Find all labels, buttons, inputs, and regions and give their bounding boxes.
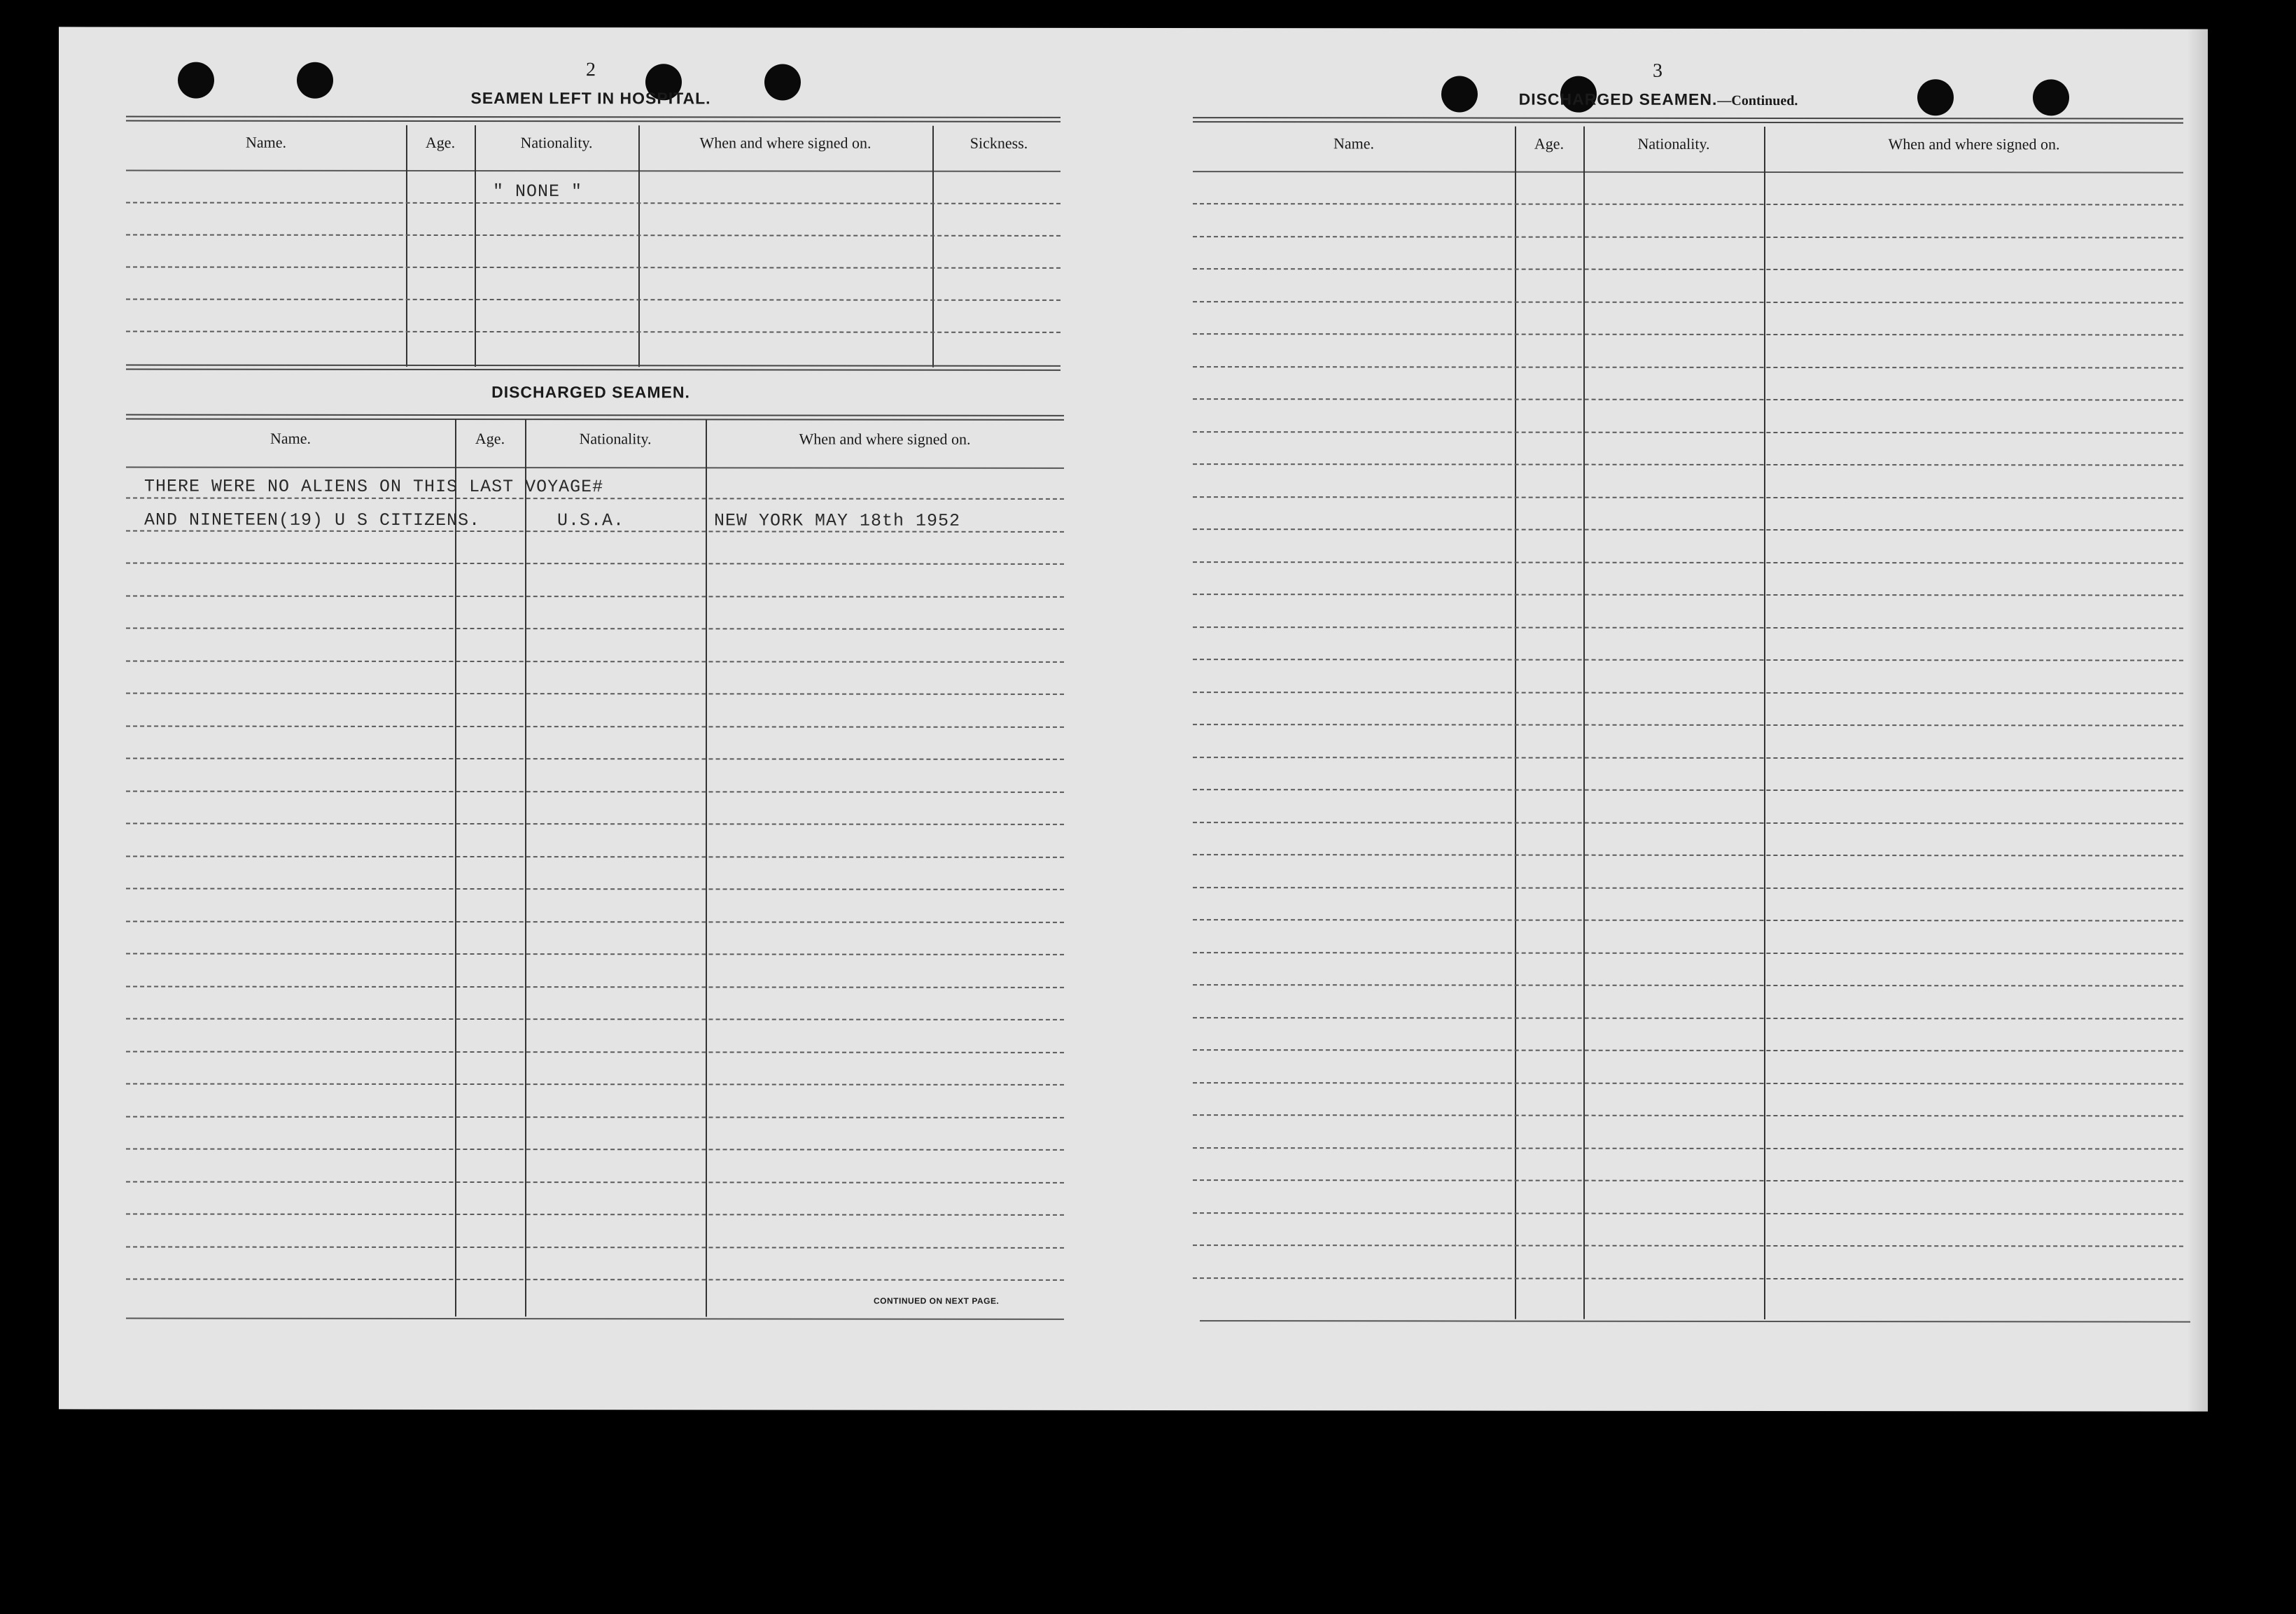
- column-divider: [1583, 127, 1585, 1319]
- punch-hole: [1917, 79, 1954, 115]
- table-row: [1193, 692, 2183, 694]
- typed-entry-signed-on: NEW YORK MAY 18th 1952: [714, 510, 961, 531]
- table-row: [126, 725, 1064, 727]
- table-row: [1193, 561, 2183, 563]
- table-row: [126, 562, 1064, 564]
- table-row: [1193, 203, 2183, 205]
- table-row: [126, 266, 1060, 268]
- table-row: [126, 692, 1064, 694]
- table-row: [126, 202, 1060, 204]
- table-row: [126, 1148, 1064, 1150]
- table-row: [126, 855, 1064, 857]
- table-bottom-rule: [126, 1317, 1064, 1319]
- table-row: [126, 1213, 1064, 1215]
- table-row: [126, 298, 1060, 300]
- column-header-signed-on: When and where signed on.: [699, 134, 872, 152]
- discharged-section-title: DISCHARGED SEAMEN.: [491, 383, 690, 402]
- table-row: [1193, 268, 2183, 270]
- table-row: [126, 330, 1060, 332]
- column-header-signed-on: When and where signed on.: [1888, 135, 2060, 153]
- table-bottom-rule: [126, 364, 1060, 370]
- table-top-rule: [126, 115, 1060, 122]
- title-suffix: —Continued.: [1717, 92, 1798, 108]
- table-row: [126, 1246, 1064, 1248]
- punch-hole: [2033, 79, 2069, 115]
- table-row: [126, 595, 1064, 597]
- table-row: [1193, 398, 2183, 400]
- table-row: [1193, 333, 2183, 335]
- table-row: [1193, 984, 2183, 986]
- column-header-age: Age.: [425, 133, 456, 151]
- table-row: [1193, 1049, 2183, 1051]
- column-divider: [1764, 127, 1765, 1319]
- page-number: 3: [1653, 59, 1662, 82]
- table-row: [1193, 854, 2183, 856]
- table-row: [1193, 1082, 2183, 1084]
- table-row: [126, 1018, 1064, 1020]
- table-row: [126, 790, 1064, 792]
- column-header-signed-on: When and where signed on.: [799, 430, 971, 448]
- table-row: [1193, 431, 2183, 433]
- table-row: [1193, 1277, 2183, 1279]
- table-row: [1193, 236, 2183, 238]
- discharged-continued-title: [1445, 90, 1872, 109]
- header-rule: [126, 169, 1060, 171]
- table-row: [1193, 496, 2183, 498]
- column-header-nationality: Nationality.: [520, 134, 593, 152]
- table-row: [1193, 366, 2183, 368]
- table-row: [126, 660, 1064, 662]
- document-sheet: [59, 27, 2208, 1411]
- hospital-section-title: SEAMEN LEFT IN HOSPITAL.: [470, 89, 711, 108]
- table-row: [126, 985, 1064, 988]
- table-row: [1193, 301, 2183, 303]
- table-row: [1193, 919, 2183, 921]
- column-header-name: Name.: [270, 429, 312, 447]
- table-row: [1193, 1244, 2183, 1247]
- table-row: [126, 822, 1064, 824]
- header-rule: [1193, 171, 2183, 173]
- punch-hole: [178, 62, 214, 99]
- table-row: [1193, 463, 2183, 465]
- table-row: [1193, 887, 2183, 889]
- table-row: [1193, 952, 2183, 954]
- typed-entry-line-1: THERE WERE NO ALIENS ON THIS LAST VOYAGE#: [144, 476, 604, 498]
- table-row: [1193, 626, 2183, 629]
- table-top-rule: [1193, 117, 2183, 123]
- table-top-rule: [126, 414, 1064, 420]
- header-rule: [126, 466, 1064, 468]
- table-row: [126, 757, 1064, 759]
- page-number: 2: [586, 59, 596, 81]
- table-row: [1193, 1212, 2183, 1214]
- column-header-sickness: Sickness.: [969, 134, 1028, 152]
- table-row: [126, 1181, 1064, 1183]
- table-row: [1193, 822, 2183, 824]
- punch-hole: [297, 62, 333, 99]
- table-row: [1193, 757, 2183, 759]
- table-row: [1193, 1017, 2183, 1019]
- table-row: [126, 887, 1064, 890]
- table-row: [126, 627, 1064, 629]
- typed-entry-nationality: U.S.A.: [557, 510, 625, 531]
- typed-entry-name: AND NINETEEN(19) U S CITIZENS.: [144, 510, 481, 531]
- title-text: DISCHARGED SEAMEN.: [1518, 90, 1718, 108]
- table-row: [1193, 528, 2183, 531]
- column-divider: [1515, 127, 1516, 1319]
- table-row: [1193, 1147, 2183, 1149]
- table-row: [1193, 594, 2183, 596]
- column-header-nationality: Nationality.: [579, 430, 652, 448]
- table-row: [1193, 789, 2183, 791]
- table-bottom-rule: [1200, 1320, 2190, 1322]
- column-header-name: Name.: [245, 133, 287, 151]
- table-row: [126, 953, 1064, 955]
- column-header-name: Name.: [1333, 134, 1375, 153]
- table-row: [126, 920, 1064, 922]
- table-row: [126, 1116, 1064, 1118]
- table-row: [126, 1051, 1064, 1053]
- table-row: [126, 1278, 1064, 1280]
- column-header-age: Age.: [475, 430, 505, 448]
- continued-footer: CONTINUED ON NEXT PAGE.: [874, 1296, 1000, 1306]
- table-row: [1193, 1114, 2183, 1116]
- table-row: [126, 497, 1064, 499]
- table-row: [1193, 659, 2183, 661]
- column-header-age: Age.: [1534, 134, 1564, 153]
- column-header-nationality: Nationality.: [1637, 134, 1710, 153]
- table-row: [1193, 1179, 2183, 1181]
- table-row: [126, 1083, 1064, 1085]
- table-row: [126, 234, 1060, 236]
- hospital-entry: " NONE ": [493, 181, 583, 202]
- table-row: [1193, 724, 2183, 726]
